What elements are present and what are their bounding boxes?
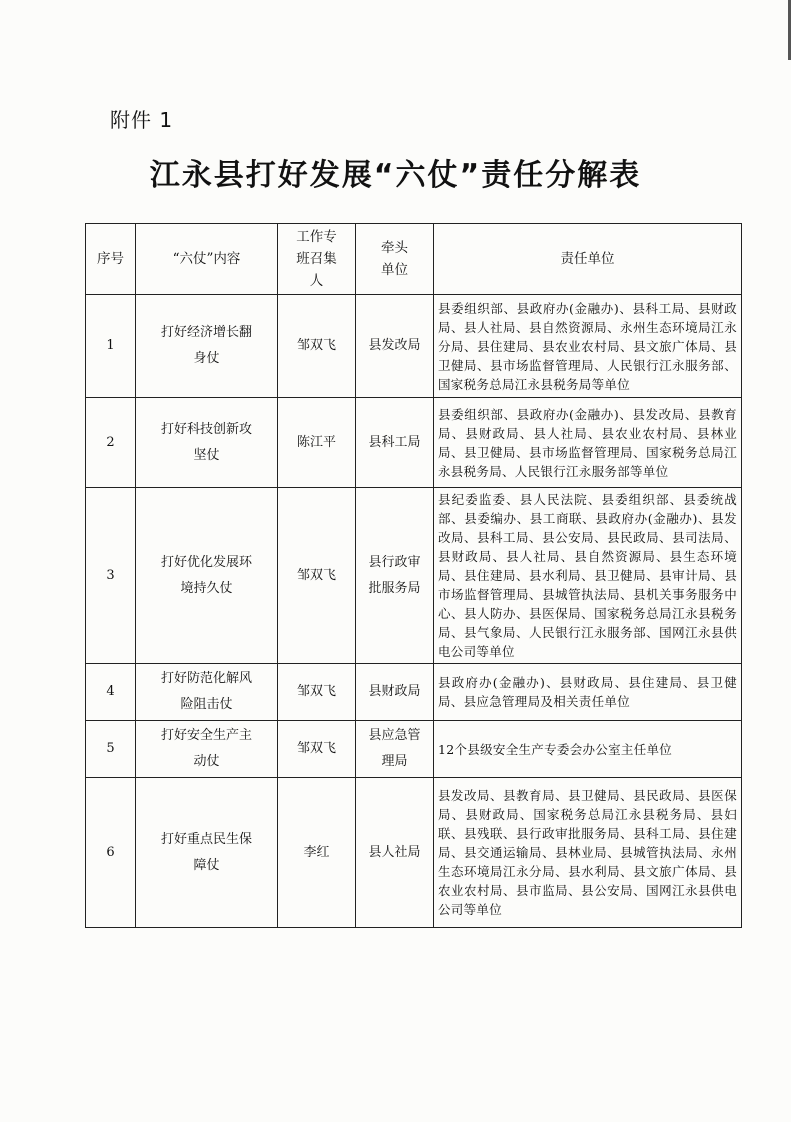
row-content: 打好经济增长翻身仗 — [136, 295, 278, 398]
row-content: 打好防范化解风险阻击仗 — [136, 664, 278, 721]
row-content: 打好优化发展环境持久仗 — [136, 488, 278, 664]
row-lead: 县应急管理局 — [356, 721, 434, 778]
table-row — [86, 778, 742, 928]
document-title: 江永县打好发展“六仗”责任分解表 — [149, 158, 642, 193]
row-lead: 县人社局 — [356, 778, 434, 928]
row-convener: 邹双飞 — [278, 488, 356, 664]
row-units: 12个县级安全生产专委会办公室主任单位 — [434, 721, 742, 778]
row-no: 1 — [86, 295, 136, 398]
row-convener: 李红 — [278, 778, 356, 928]
row-no: 3 — [86, 488, 136, 664]
row-convener: 邹双飞 — [278, 664, 356, 721]
row-content: 打好科技创新攻坚仗 — [136, 398, 278, 488]
row-content: 打好安全生产主动仗 — [136, 721, 278, 778]
row-units: 县发改局、县教育局、县卫健局、县民政局、县医保局、县财政局、国家税务总局江永县税务局、县妇联、县残联、县行政审批服务局、县科工局、县住建局、县交通运输局、县林业局、县城管执法局、永州生态环境局江永分局、县水利局、县文旅广体局、县农业农村局、县市监局、县公安局、国网江永县供电公司等单位 — [434, 778, 742, 928]
row-lead: 县财政局 — [356, 664, 434, 721]
header-no: 序号 — [86, 224, 136, 295]
attachment-label: 附件 1 — [110, 108, 174, 132]
header-convener: 工作专班召集人 — [278, 224, 356, 295]
table-row — [86, 295, 742, 398]
header-lead: 牵头单位 — [356, 224, 434, 295]
header-content: “六仗”内容 — [136, 224, 278, 295]
row-lead: 县行政审批服务局 — [356, 488, 434, 664]
row-no: 5 — [86, 721, 136, 778]
table-row — [86, 721, 742, 778]
row-units: 县委组织部、县政府办(金融办)、县科工局、县财政局、县人社局、县自然资源局、永州生态环境局江永分局、县住建局、县农业农村局、县文旅广体局、县卫健局、县市场监督管理局、人民银行江永服务部、国家税务总局江永县税务局等单位 — [434, 295, 742, 398]
row-content: 打好重点民生保障仗 — [136, 778, 278, 928]
row-convener: 邹双飞 — [278, 295, 356, 398]
row-convener: 邹双飞 — [278, 721, 356, 778]
row-lead: 县科工局 — [356, 398, 434, 488]
responsibility-table — [85, 223, 742, 928]
table-row — [86, 398, 742, 488]
table-row — [86, 488, 742, 664]
row-convener: 陈江平 — [278, 398, 356, 488]
row-units: 县政府办(金融办)、县财政局、县住建局、县卫健局、县应急管理局及相关责任单位 — [434, 664, 742, 721]
row-units: 县纪委监委、县人民法院、县委组织部、县委统战部、县委编办、县工商联、县政府办(金融办)、县发改局、县科工局、县公安局、县民政局、县司法局、县财政局、县人社局、县自然资源局、县生态环境局、县住建局、县水利局、县卫健局、县审计局、县市场监督管理局、县城管执法局、县机关事务服务中心、县人防办、县医保局、国家税务总局江永县税务局、县气象局、人民银行江永服务部、国网江永县供电公司等单位 — [434, 488, 742, 664]
header-units: 责任单位 — [434, 224, 742, 295]
table-row — [86, 664, 742, 721]
row-lead: 县发改局 — [356, 295, 434, 398]
row-no: 2 — [86, 398, 136, 488]
row-no: 4 — [86, 664, 136, 721]
row-no: 6 — [86, 778, 136, 928]
table-header-row — [86, 224, 742, 295]
row-units: 县委组织部、县政府办(金融办)、县发改局、县教育局、县财政局、县人社局、县农业农村局、县林业局、县卫健局、县市场监督管理局、国家税务总局江永县税务局、人民银行江永服务部等单位 — [434, 398, 742, 488]
